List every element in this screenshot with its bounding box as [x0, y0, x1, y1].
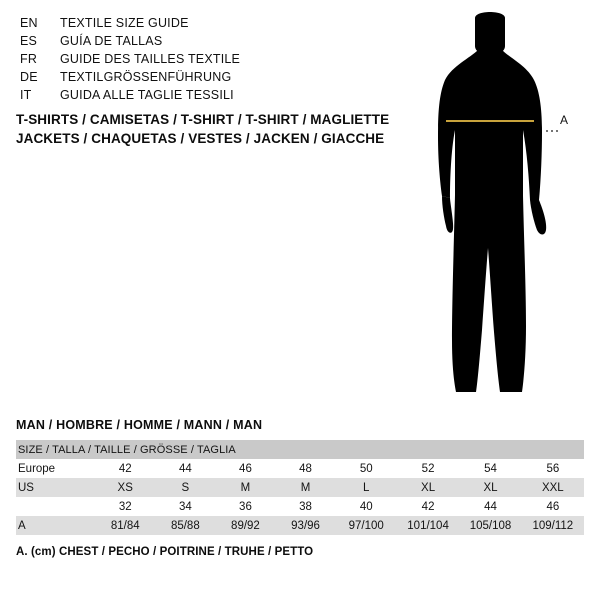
cell-usnum-7: 44	[484, 500, 497, 513]
cell-europe-4: 48	[299, 462, 312, 475]
male-figure-illustration	[400, 10, 600, 410]
cell-a-1: 81/84	[110, 519, 140, 532]
table-row	[16, 497, 584, 516]
cell-a-3: 89/92	[231, 519, 260, 532]
cell-usnum-3: 36	[239, 500, 252, 513]
cell-europe-2: 44	[178, 462, 192, 475]
legend-row	[20, 52, 390, 70]
cell-a-8: 109/112	[532, 519, 574, 532]
cell-us-1: XS	[117, 481, 133, 494]
table-row	[16, 459, 584, 478]
measure-leader-dots	[546, 120, 558, 122]
cell-a-7: 105/108	[469, 519, 512, 532]
table-header-row	[16, 440, 584, 459]
cell-a-4: 93/96	[291, 519, 320, 532]
cell-usnum-5: 40	[359, 500, 373, 513]
cell-us-3: M	[240, 481, 251, 494]
cell-a-2: 85/88	[170, 519, 200, 532]
legend-language-text: TEXTILE SIZE GUIDE	[60, 16, 189, 30]
legend-row	[20, 70, 390, 88]
cell-europe-5: 50	[359, 462, 373, 475]
cell-us-4: M	[300, 481, 311, 494]
cell-a-5: 97/100	[348, 519, 384, 532]
cell-europe-8: 56	[546, 462, 560, 475]
size-table	[16, 440, 584, 535]
cell-europe-6: 52	[421, 462, 435, 475]
category-headings	[16, 110, 396, 148]
legend-language-code: FR	[20, 52, 38, 66]
cell-us-6: XL	[421, 481, 436, 494]
legend-language-text: TEXTILGRÖSSENFÜHRUNG	[60, 70, 232, 84]
legend-row	[20, 34, 390, 52]
cell-us-8: XXL	[541, 481, 564, 494]
legend-language-code: ES	[20, 34, 38, 48]
cell-usnum-4: 38	[299, 500, 312, 513]
category-jackets: JACKETS / CHAQUETAS / VESTES / JACKEN / GIACCHE	[16, 131, 385, 146]
cell-europe-7: 54	[484, 462, 497, 475]
cell-europe-1: 42	[118, 462, 132, 475]
cell-usnum-2: 34	[178, 500, 192, 513]
row-label-us-numeric	[16, 497, 95, 516]
legend-language-text: GUÍA DE TALLAS	[60, 34, 163, 48]
silhouette-svg	[400, 10, 600, 410]
legend-language-code: IT	[20, 88, 32, 102]
cell-us-7: XL	[483, 481, 498, 494]
row-label-a: A	[18, 519, 26, 532]
legend-language-text: GUIDE DES TAILLES TEXTILE	[60, 52, 241, 66]
cell-a-6: 101/104	[407, 519, 449, 532]
language-legend	[20, 16, 390, 106]
legend-language-code: EN	[20, 16, 38, 30]
table-row	[16, 516, 584, 535]
table-header-label: SIZE / TALLA / TAILLE / GRÖSSE / TAGLIA	[18, 443, 236, 456]
cell-europe-3: 46	[239, 462, 252, 475]
table-row	[16, 478, 584, 497]
measurement-footnote: A. (cm) CHEST / PECHO / POITRINE / TRUHE / PETTO	[16, 546, 314, 558]
cell-us-2: S	[181, 481, 190, 494]
row-label-us: US	[18, 481, 34, 494]
legend-language-code: DE	[20, 70, 38, 84]
measure-label-a: A	[560, 113, 569, 127]
row-label-europe: Europe	[18, 462, 56, 475]
cell-us-5: L	[363, 481, 370, 494]
table-title: MAN / HOMBRE / HOMME / MANN / MAN	[16, 418, 263, 432]
cell-usnum-6: 42	[421, 500, 435, 513]
category-tshirts: T-SHIRTS / CAMISETAS / T-SHIRT / T-SHIRT / MAGLIETTE	[16, 112, 390, 127]
legend-row	[20, 16, 390, 34]
legend-language-text: GUIDA ALLE TAGLIE TESSILI	[60, 88, 234, 102]
legend-row	[20, 88, 390, 106]
cell-usnum-1: 32	[118, 500, 132, 513]
cell-usnum-8: 46	[546, 500, 560, 513]
